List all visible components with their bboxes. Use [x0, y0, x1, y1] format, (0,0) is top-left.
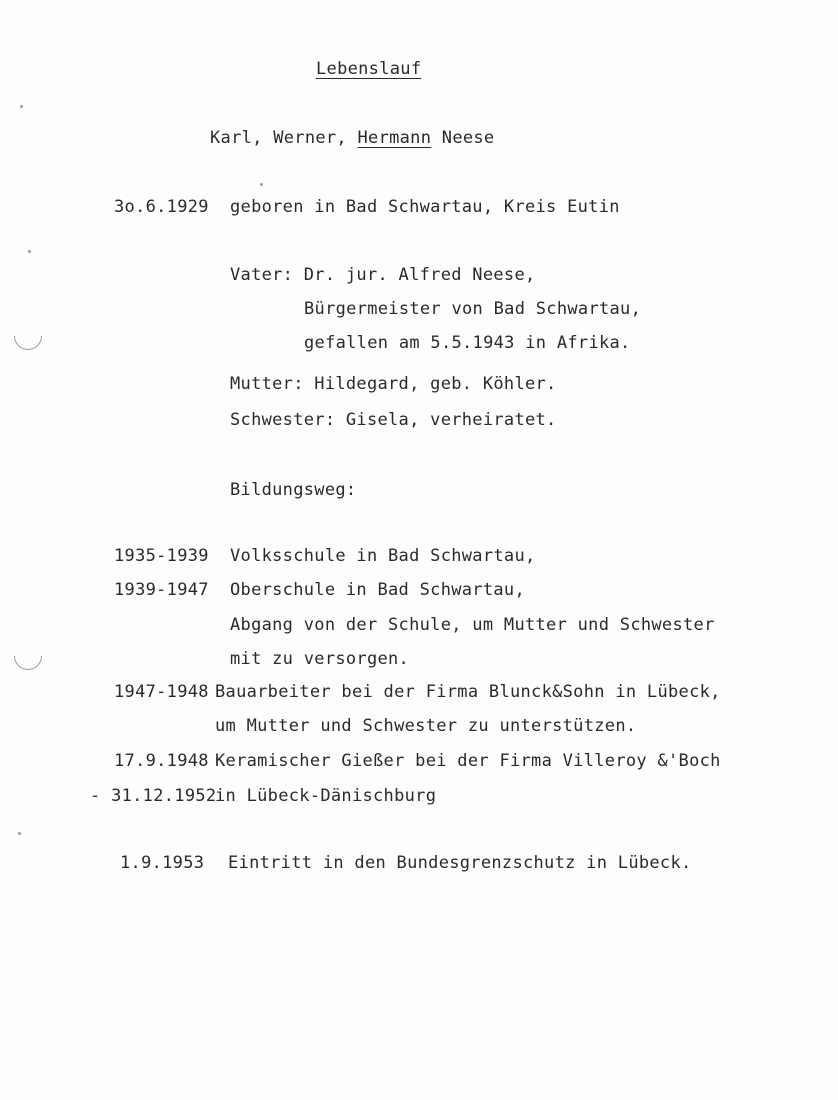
paper-speck [18, 832, 21, 835]
entry-text: in Lübeck-Dänischburg [215, 786, 437, 806]
punch-hole-mark [8, 316, 48, 356]
punch-hole-mark [8, 636, 48, 676]
sister-line: Schwester: Gisela, verheiratet. [230, 410, 557, 430]
entry-text: Keramischer Gießer bei der Firma Villeroy &'Boch [215, 751, 721, 771]
entry-date: - 31.12.1952 [90, 786, 217, 806]
entry-date: 1.9.1953 [120, 853, 205, 873]
surname: Neese [431, 128, 495, 148]
entry-text: Oberschule in Bad Schwartau, [230, 580, 525, 600]
entry-text: Abgang von der Schule, um Mutter und Schwester [230, 615, 715, 635]
paper-speck [20, 105, 23, 108]
father-line-3: gefallen am 5.5.1943 in Afrika. [304, 333, 631, 353]
entry-date: 1947-1948 [114, 682, 209, 702]
father-line-1: Vater: Dr. jur. Alfred Neese, [230, 265, 536, 285]
mother-line: Mutter: Hildegard, geb. Köhler. [230, 374, 557, 394]
paper-speck [260, 183, 263, 186]
birth-date: 3o.6.1929 [114, 197, 209, 217]
birth-text: geboren in Bad Schwartau, Kreis Eutin [230, 197, 620, 217]
entry-text: Bauarbeiter bei der Firma Blunck&Sohn in Lübeck, [215, 682, 721, 702]
entry-date: 17.9.1948 [114, 751, 209, 771]
entry-date: 1935-1939 [114, 546, 209, 566]
entry-text: mit zu versorgen. [230, 649, 410, 669]
full-name [210, 127, 494, 149]
father-line-2: Bürgermeister von Bad Schwartau, [304, 299, 642, 319]
entry-text: Volksschule in Bad Schwartau, [230, 546, 536, 566]
paper-speck [28, 250, 31, 253]
given-names: Karl, Werner, [210, 128, 358, 148]
entry-text: um Mutter und Schwester zu unterstützen. [215, 716, 637, 736]
entry-text: Eintritt in den Bundesgrenzschutz in Lübeck. [228, 853, 692, 873]
document-title: Lebenslauf [316, 59, 422, 79]
entry-date: 1939-1947 [114, 580, 209, 600]
education-heading: Bildungsweg: [230, 480, 357, 500]
call-name: Hermann [357, 128, 432, 148]
